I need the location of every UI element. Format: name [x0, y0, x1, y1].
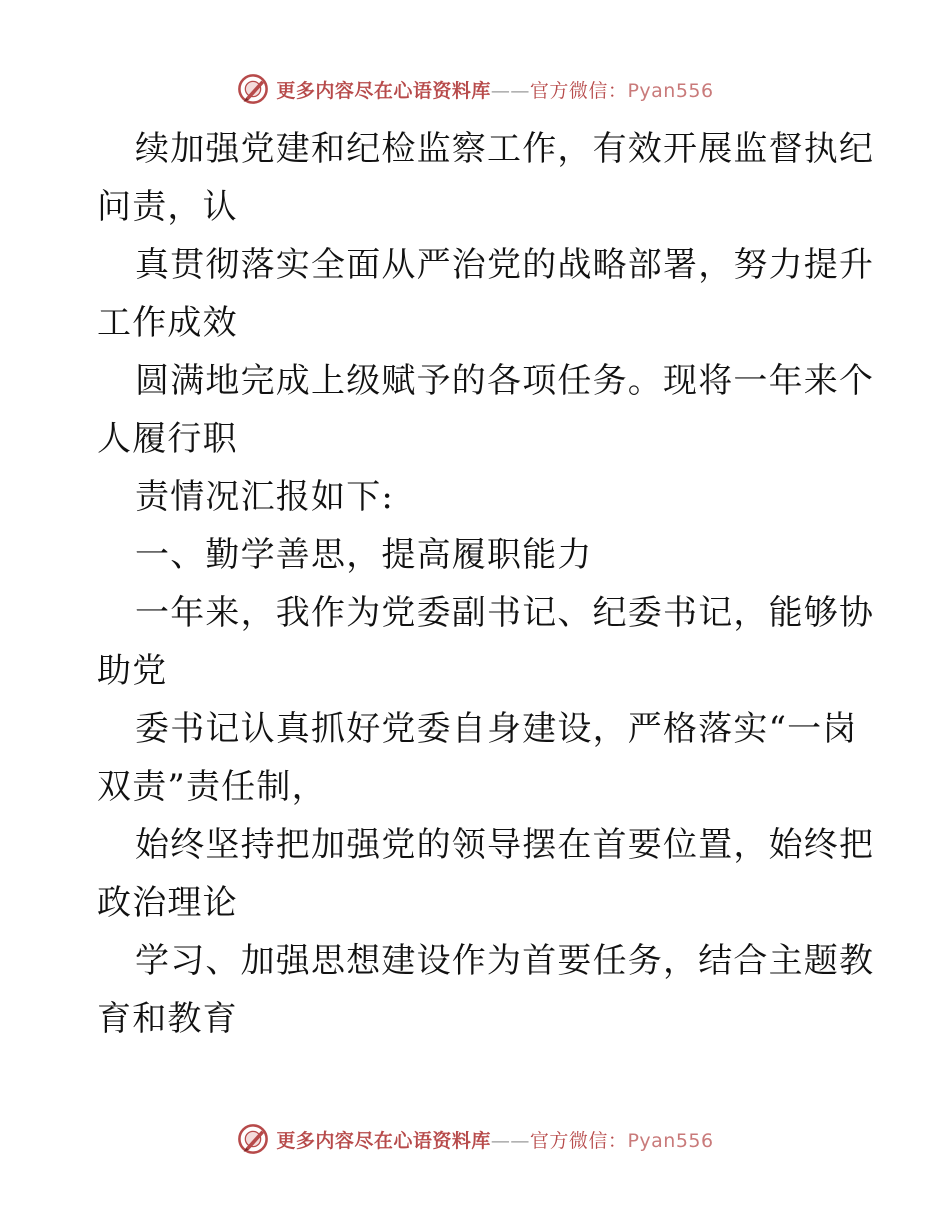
body-line: 责情况汇报如下: [135, 477, 395, 517]
body-line: 人履行职 [97, 419, 238, 459]
brand-logo-icon [236, 1122, 270, 1156]
header-banner [0, 72, 950, 106]
body-line: 续加强党建和纪检监察工作，有效开展监督执纪 [135, 129, 875, 169]
footer-separator: —— [490, 1129, 530, 1152]
body-line: 学习、加强思想建设作为首要任务，结合主题教 [135, 941, 875, 981]
footer-banner [0, 1122, 950, 1156]
body-line: 工作成效 [97, 303, 238, 343]
footer-site-name: 更多内容尽在心语资料库 [276, 1129, 491, 1152]
header-wechat-label: 官方微信： [529, 79, 628, 102]
section-heading: 一、勤学善思，提高履职能力 [135, 535, 593, 575]
document-body [97, 120, 875, 1048]
body-line: 圆满地完成上级赋予的各项任务。现将一年来个 [135, 361, 875, 401]
body-line: 委书记认真抓好党委自身建设，严格落实“一岗 [135, 709, 858, 749]
brand-logo-icon [236, 72, 270, 106]
header-wechat-id: Pyan556 [627, 79, 714, 102]
body-line: 助党 [97, 651, 168, 691]
body-line: 一年来，我作为党委副书记、纪委书记，能够协 [135, 593, 875, 633]
footer-wechat-label: 官方微信： [529, 1129, 628, 1152]
body-line: 始终坚持把加强党的领导摆在首要位置，始终把 [135, 825, 875, 865]
body-line: 政治理论 [97, 883, 238, 923]
body-line: 问责，认 [97, 187, 238, 227]
header-site-name: 更多内容尽在心语资料库 [276, 79, 491, 102]
body-line: 育和教育 [97, 999, 238, 1039]
header-separator: —— [490, 79, 530, 102]
body-line: 真贯彻落实全面从严治党的战略部署，努力提升 [135, 245, 875, 285]
footer-wechat-id: Pyan556 [627, 1129, 714, 1152]
body-line: 双责”责任制， [97, 767, 327, 807]
